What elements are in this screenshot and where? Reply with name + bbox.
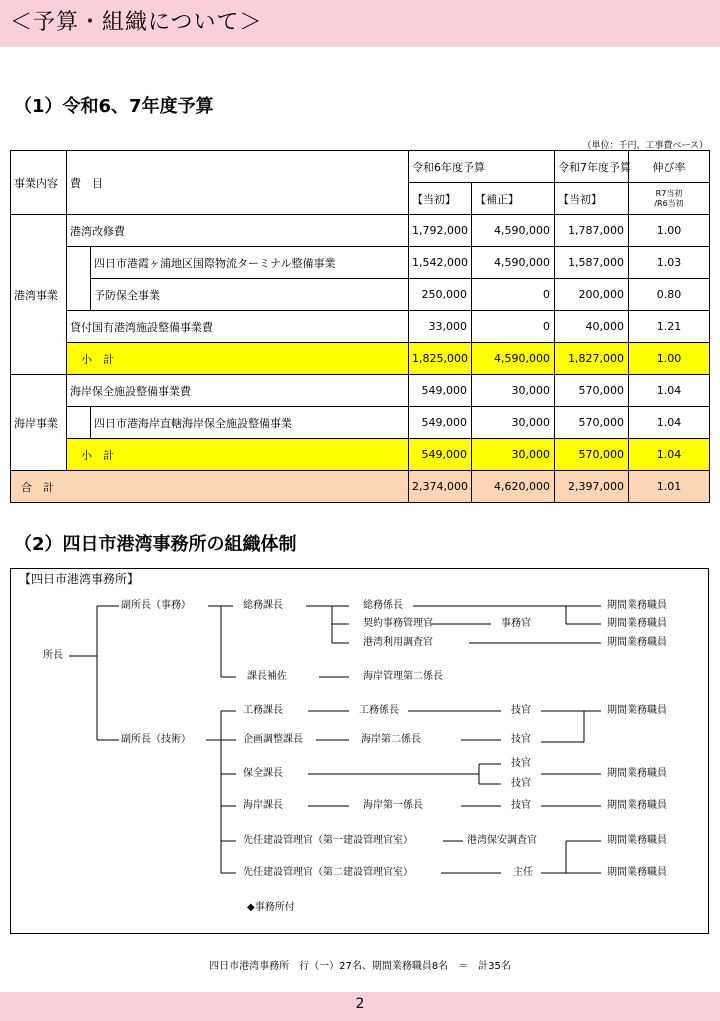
cell-r7: 40,000 xyxy=(555,311,629,343)
cell-r6-initial: 549,000 xyxy=(409,407,472,439)
header-r6: 令和6年度予算 xyxy=(409,151,555,183)
table-row xyxy=(11,247,710,279)
port-label: 港湾事業 xyxy=(11,215,67,375)
section2-title: （2）四日市港湾事務所の組織体制 xyxy=(14,534,297,555)
cell-r6-revised: 30,000 xyxy=(472,375,555,407)
cell-r7: 2,397,000 xyxy=(555,471,629,503)
table-row xyxy=(11,215,710,247)
temp-staff: 期間業務職員 xyxy=(607,618,667,629)
temp-staff: 期間業務職員 xyxy=(607,800,667,811)
coast-label: 海岸事業 xyxy=(11,375,67,471)
general-chief: 総務課長 xyxy=(243,600,283,611)
header-initial7: 【当初】 xyxy=(555,183,629,215)
header-initial: 【当初】 xyxy=(409,183,472,215)
temp-staff: 期間業務職員 xyxy=(607,867,667,878)
page-number: 2 xyxy=(355,996,365,1012)
cell-r6-revised: 4,590,000 xyxy=(472,343,555,375)
cell-r7: 570,000 xyxy=(555,375,629,407)
growth-note-2: /R6当初 xyxy=(654,198,684,208)
cell-growth: 1.21 xyxy=(629,311,710,343)
cell-r6-revised: 30,000 xyxy=(472,439,555,471)
row-item: 港湾改修費 xyxy=(67,215,409,247)
temp-staff: 期間業務職員 xyxy=(607,835,667,846)
deputy-tech: 副所長（技術） xyxy=(121,734,191,745)
cell-r6-revised: 0 xyxy=(472,279,555,311)
director: 所長 xyxy=(43,650,63,661)
temp-staff: 期間業務職員 xyxy=(607,768,667,779)
row-item: 海岸保全施設整備事業費 xyxy=(67,375,409,407)
senior2: 先任建設管理官（第二建設管理官室） xyxy=(243,867,413,878)
table-row xyxy=(11,279,710,311)
header-growth-note xyxy=(629,183,710,215)
temp-staff: 期間業務職員 xyxy=(607,637,667,648)
cell-r6-revised: 4,590,000 xyxy=(472,247,555,279)
works-chief: 工務課長 xyxy=(243,705,283,716)
row-item: 予防保全事業 xyxy=(91,279,409,311)
cell-r7: 200,000 xyxy=(555,279,629,311)
contract-officer: 契約事務管理官 xyxy=(363,618,433,629)
cell-r7: 1,587,000 xyxy=(555,247,629,279)
cell-r7: 570,000 xyxy=(555,407,629,439)
attached: ◆事務所付 xyxy=(247,902,295,913)
chief-sub: 主任 xyxy=(513,867,533,878)
cell-growth: 1.04 xyxy=(629,375,710,407)
coast-mgmt-2: 海岸管理第二係長 xyxy=(363,671,443,682)
cell-r6-revised: 0 xyxy=(472,311,555,343)
cell-r7: 570,000 xyxy=(555,439,629,471)
senior1: 先任建設管理官（第一建設管理官室） xyxy=(243,835,413,846)
temp-staff: 期間業務職員 xyxy=(607,705,667,716)
cell-r7: 1,787,000 xyxy=(555,215,629,247)
cell-growth: 1.04 xyxy=(629,407,710,439)
footer-band xyxy=(0,992,720,1021)
cell-growth: 0.80 xyxy=(629,279,710,311)
cell-r7: 1,827,000 xyxy=(555,343,629,375)
subtotal-label: 小 計 xyxy=(67,343,409,375)
cell-growth: 1.03 xyxy=(629,247,710,279)
cell-r6-revised: 4,590,000 xyxy=(472,215,555,247)
page-title: ＜予算・組織について＞ xyxy=(10,10,263,35)
cell-r6-revised: 4,620,000 xyxy=(472,471,555,503)
port-survey-officer: 港湾利用調査官 xyxy=(363,637,433,648)
section1-title: （1）令和6、7年度予算 xyxy=(14,96,214,117)
admin-officer: 事務官 xyxy=(501,618,531,629)
engineer: 技官 xyxy=(511,734,531,745)
org-title: 【四日市港湾事務所】 xyxy=(19,572,140,586)
header-content: 事業内容 xyxy=(11,151,67,215)
cell-r6-initial: 1,792,000 xyxy=(409,215,472,247)
header-band xyxy=(0,0,720,47)
cell-r6-initial: 33,000 xyxy=(409,311,472,343)
works-sub: 工務係長 xyxy=(359,705,399,716)
maint-chief: 保全課長 xyxy=(243,768,283,779)
general-sub: 総務係長 xyxy=(363,600,403,611)
port-safety: 港湾保安調査官 xyxy=(467,835,537,846)
row-item: 貸付国有港湾施設整備事業費 xyxy=(67,311,409,343)
total-label: 合 計 xyxy=(11,471,409,503)
engineer: 技官 xyxy=(511,778,531,789)
header-item: 費 目 xyxy=(67,151,409,215)
growth-note-1: R7当初 xyxy=(655,188,683,198)
header-r7: 令和7年度予算 xyxy=(555,151,629,183)
cell-r6-initial: 1,542,000 xyxy=(409,247,472,279)
subtotal-label: 小 計 xyxy=(67,439,409,471)
table-row xyxy=(11,311,710,343)
table-row xyxy=(11,375,710,407)
cell-r6-initial: 549,000 xyxy=(409,439,472,471)
org-chart xyxy=(10,568,709,934)
coast-1: 海岸第一係長 xyxy=(363,800,423,811)
coast-2: 海岸第二係長 xyxy=(361,734,421,745)
temp-staff: 期間業務職員 xyxy=(607,600,667,611)
indent-cell xyxy=(67,247,91,311)
coast-chief: 海岸課長 xyxy=(243,800,283,811)
cell-r6-initial: 250,000 xyxy=(409,279,472,311)
total-row xyxy=(11,471,710,503)
cell-growth: 1.01 xyxy=(629,471,710,503)
table-header-row xyxy=(11,151,710,183)
engineer: 技官 xyxy=(511,705,531,716)
indent-cell xyxy=(67,407,91,439)
cell-r6-revised: 30,000 xyxy=(472,407,555,439)
engineer: 技官 xyxy=(511,758,531,769)
cell-r6-initial: 549,000 xyxy=(409,375,472,407)
deputy-admin: 副所長（事務） xyxy=(121,600,191,611)
row-item: 四日市港霞ヶ浦地区国際物流ターミナル整備事業 xyxy=(91,247,409,279)
cell-growth: 1.00 xyxy=(629,215,710,247)
header-revised: 【補正】 xyxy=(472,183,555,215)
cell-r6-initial: 2,374,000 xyxy=(409,471,472,503)
cell-growth: 1.00 xyxy=(629,343,710,375)
subtotal-row xyxy=(11,343,710,375)
cell-r6-initial: 1,825,000 xyxy=(409,343,472,375)
cell-growth: 1.04 xyxy=(629,439,710,471)
row-item: 四日市港海岸直轄海岸保全施設整備事業 xyxy=(91,407,409,439)
subtotal-row xyxy=(11,439,710,471)
unit-note: （単位：千円、工事費ベース） xyxy=(582,141,708,151)
assistant-chief: 課長補佐 xyxy=(247,671,287,682)
header-growth: 伸び率 xyxy=(629,151,710,183)
engineer: 技官 xyxy=(511,800,531,811)
budget-table xyxy=(10,150,710,503)
planning-chief: 企画調整課長 xyxy=(243,734,303,745)
table-row xyxy=(11,407,710,439)
staff-note: 四日市港湾事務所 行（一）27名、期間業務職員8名 ＝ 計35名 xyxy=(209,961,511,972)
